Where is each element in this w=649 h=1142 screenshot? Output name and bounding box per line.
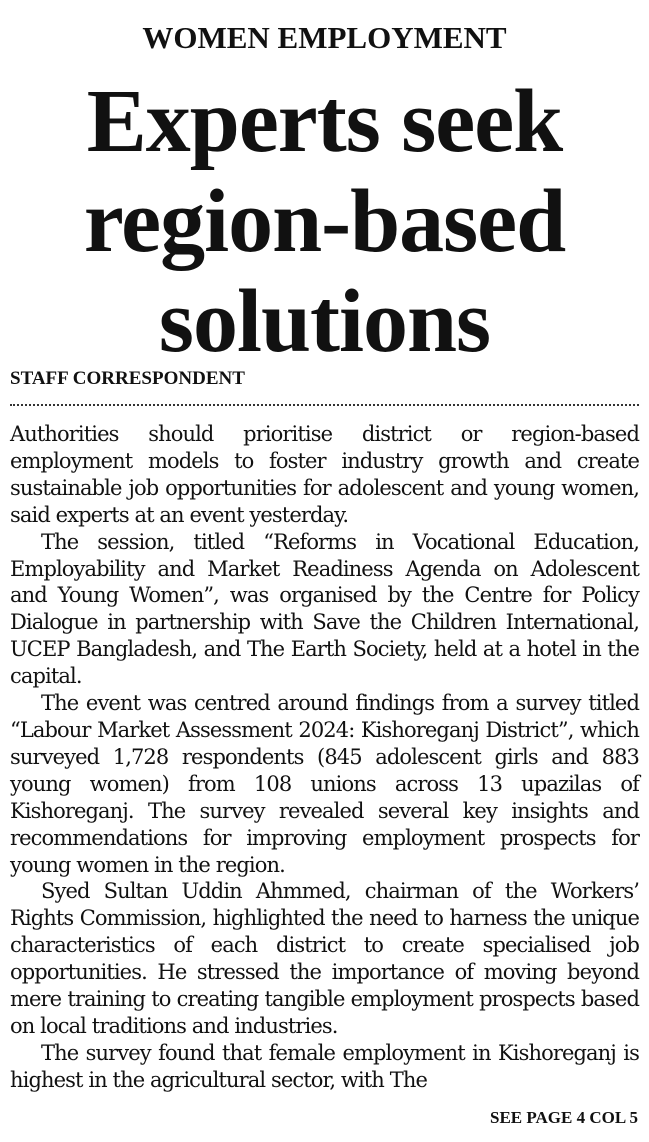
article-body	[10, 421, 639, 1094]
kicker: WOMEN EMPLOYMENT	[142, 20, 507, 55]
body-paragraph: The event was centred around findings from a survey titled “Labour Market Assessment 2024: Kishoreganj District”, which surveyed 1,728 respondents (845 adolescent girls and 883 young women) from 108 unions across 13 upazilas of Kishoreganj. The survey revealed several key insights and recommendations for improving employment prospects for young women in the region.	[10, 691, 639, 877]
headline-line: region-based	[83, 172, 566, 271]
body-paragraph: The session, titled “Reforms in Vocational Education, Employability and Market Readiness Agenda on Adolescent and Young Women”, was organised by the Centre for Policy Dialogue in partnership with Save the Children International, UCEP Bangladesh, and The Earth Society, held at a hotel in the capital.	[10, 529, 639, 689]
headline-line: Experts seek	[86, 72, 563, 171]
dotted-divider	[10, 404, 639, 406]
headline-line: solutions	[158, 272, 491, 371]
body-paragraph: Syed Sultan Uddin Ahmmed, chairman of the Workers’ Rights Commission, highlighted the need to harness the unique characteristics of each district to create specialised job opportunities. He stressed the importance of moving beyond mere training to creating tangible employment prospects based on local traditions and industries.	[10, 879, 639, 1038]
body-paragraph: Authorities should prioritise district or region-based employment models to foster industry growth and create sustainable job opportunities for adolescent and young women, said experts at an event yesterday.	[10, 422, 639, 527]
continuation-jump: SEE PAGE 4 COL 5	[490, 1108, 638, 1127]
headline	[0, 72, 649, 372]
body-paragraph: The survey found that female employment in Kishoreganj is highest in the agricultural sector, with The	[10, 1040, 639, 1092]
byline: STAFF CORRESPONDENT	[10, 368, 245, 389]
